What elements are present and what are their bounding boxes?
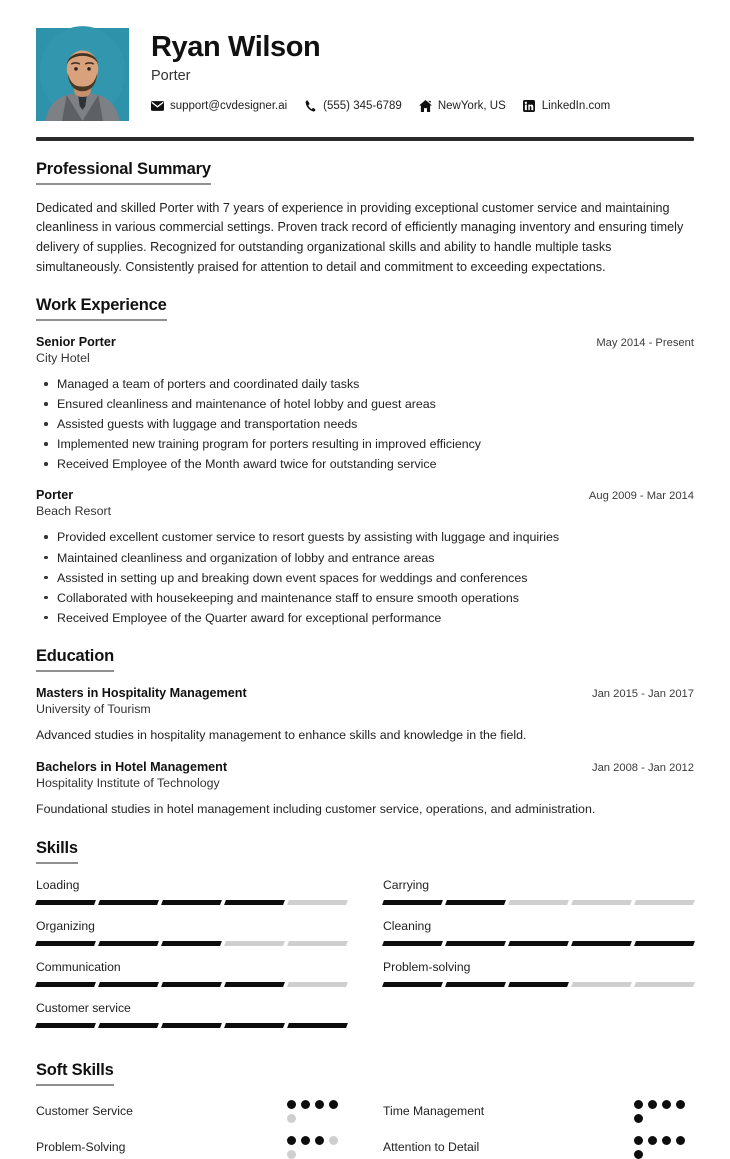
work-bullet: Assisted in setting up and breaking down event spaces for weddings and conferences [57, 568, 694, 588]
phone-icon [304, 100, 317, 113]
rating-dot [301, 1136, 310, 1145]
work-date: Aug 2009 - Mar 2014 [588, 490, 694, 503]
section-title-soft-skills: Soft Skills [36, 1061, 114, 1086]
skill-segment [224, 1023, 285, 1028]
skill-level-bar [383, 941, 694, 946]
rating-dot [287, 1150, 296, 1159]
rating-dot [634, 1100, 643, 1109]
soft-skill-rating [634, 1136, 694, 1159]
skill-segment [634, 900, 695, 905]
skill-item [36, 878, 347, 919]
skill-segment [35, 941, 96, 946]
education-description: Foundational studies in hotel management including customer service, operations, and administration. [36, 801, 596, 816]
skill-segment [508, 941, 569, 946]
rating-dot [329, 1136, 338, 1145]
rating-dot [634, 1150, 643, 1159]
rating-dot [287, 1114, 296, 1123]
skill-label: Problem-solving [383, 959, 471, 974]
rating-dot [648, 1136, 657, 1145]
skills-grid [36, 878, 694, 1042]
work-organization: City Hotel [36, 351, 90, 365]
skill-segment [98, 900, 159, 905]
skill-level-bar [36, 941, 347, 946]
skill-segment [287, 982, 348, 987]
skill-segment [287, 900, 348, 905]
soft-skill-item [36, 1100, 347, 1123]
skill-segment [98, 1023, 159, 1028]
work-organization: Beach Resort [36, 504, 112, 519]
skill-segment [445, 982, 506, 987]
work-bullet: Collaborated with housekeeping and maintenance staff to ensure smooth operations [57, 588, 694, 608]
skill-segment [382, 941, 443, 946]
work-bullet: Managed a team of porters and coordinated daily tasks [57, 374, 694, 394]
resume-header [36, 22, 694, 121]
work-bullet: Ensured cleanliness and maintenance of hotel lobby and guest areas [57, 394, 694, 414]
skill-segment [634, 982, 695, 987]
section-soft-skills [36, 1061, 694, 1159]
work-bullet: Received Employee of the Month award twice for outstanding service [57, 454, 694, 474]
skill-item [383, 878, 694, 919]
education-institution: University of Tourism [36, 701, 151, 716]
summary-text: Dedicated and skilled Porter with 7 years of experience in providing exceptional customer service and maintaining cleanliness in various commercial settings. Proven track record of efficiently managing inventory and ensuring timely delivery of supplies. Recognized for outstanding organizational skills and ability to handle multiple tasks simultaneously. Consistently praised for attention to detail and commitment to exceeding expectations. [36, 200, 684, 274]
work-bullets [36, 527, 694, 627]
skill-segment [224, 982, 285, 987]
work-bullets [36, 374, 694, 474]
contact-email-text: support@cvdesigner.ai [170, 100, 288, 113]
rating-dot [287, 1136, 296, 1145]
skill-segment [287, 1023, 348, 1028]
education-entry [36, 760, 694, 820]
rating-dot [315, 1100, 324, 1109]
skill-segment [161, 1023, 222, 1028]
rating-dot [662, 1100, 671, 1109]
work-date: May 2014 - Present [596, 337, 694, 349]
job-title: Porter [151, 68, 191, 85]
rating-dot [676, 1100, 685, 1109]
contact-phone-text: (555) 345-6789 [323, 100, 402, 113]
work-role: Porter [36, 488, 74, 503]
rating-dot [634, 1136, 643, 1145]
skill-level-bar [36, 900, 347, 905]
soft-skill-rating [634, 1100, 694, 1123]
soft-skill-label: Time Management [383, 1104, 485, 1119]
work-entry [36, 335, 694, 474]
rating-dot [634, 1114, 643, 1123]
soft-skill-item [383, 1136, 694, 1159]
skill-label: Organizing [36, 918, 95, 933]
header-divider [36, 137, 694, 141]
work-bullet: Assisted guests with luggage and transportation needs [57, 414, 694, 434]
education-degree: Bachelors in Hotel Management [36, 759, 228, 774]
linkedin-icon [523, 100, 536, 113]
avatar-photo [36, 28, 129, 121]
header-text-block [129, 26, 694, 113]
skill-segment [161, 982, 222, 987]
rating-dot [315, 1136, 324, 1145]
contact-location-text: NewYork, US [437, 100, 506, 113]
rating-dot [287, 1100, 296, 1109]
education-institution: Hospitality Institute of Technology [36, 775, 220, 790]
page-title: Ryan Wilson [151, 31, 321, 63]
skill-segment [571, 982, 632, 987]
skill-label: Cleaning [383, 918, 432, 933]
skill-segment [508, 982, 569, 987]
avatar [36, 28, 129, 121]
contact-linkedin[interactable] [523, 100, 610, 113]
rating-dot [676, 1136, 685, 1145]
section-work-experience [36, 296, 694, 628]
skill-item [36, 919, 347, 960]
skill-item [36, 960, 347, 1001]
section-title-work-experience: Work Experience [36, 296, 167, 321]
skill-segment [98, 982, 159, 987]
work-bullet: Maintained cleanliness and organization of lobby and entrance areas [57, 548, 694, 568]
skill-segment [445, 900, 506, 905]
section-title-skills: Skills [36, 839, 78, 864]
skill-segment [98, 941, 159, 946]
skill-label: Loading [36, 877, 80, 892]
education-degree: Masters in Hospitality Management [36, 685, 247, 700]
skill-segment [287, 941, 348, 946]
rating-dot [662, 1136, 671, 1145]
soft-skill-rating [287, 1136, 347, 1159]
skill-segment [382, 982, 443, 987]
education-date: Jan 2008 - Jan 2012 [591, 761, 694, 774]
skill-segment [634, 941, 695, 946]
soft-skill-item [36, 1136, 347, 1159]
skill-level-bar [383, 982, 694, 987]
skill-level-bar [36, 982, 347, 987]
rating-dot [301, 1100, 310, 1109]
skill-segment [161, 900, 222, 905]
skill-segment [445, 941, 506, 946]
soft-skill-rating [287, 1100, 347, 1123]
rating-dot [648, 1100, 657, 1109]
education-entry [36, 686, 694, 746]
section-education [36, 647, 694, 820]
soft-skill-label: Problem-Solving [36, 1140, 126, 1155]
contact-phone[interactable] [304, 100, 402, 113]
contact-email[interactable] [151, 100, 287, 113]
home-icon [419, 100, 432, 113]
section-title-education: Education [36, 647, 114, 672]
skill-segment [161, 941, 222, 946]
skill-segment [35, 900, 96, 905]
skill-segment [35, 1023, 96, 1028]
work-bullet: Received Employee of the Quarter award for exceptional performance [57, 608, 694, 628]
soft-skill-label: Customer Service [36, 1104, 133, 1119]
skill-level-bar [36, 1023, 347, 1028]
work-bullet: Implemented new training program for porters resulting in improved efficiency [57, 434, 694, 454]
section-professional-summary [36, 160, 694, 277]
skill-segment [571, 941, 632, 946]
work-role: Senior Porter [36, 335, 116, 349]
rating-dot [329, 1100, 338, 1109]
section-title-summary: Professional Summary [36, 160, 211, 185]
soft-skills-grid [36, 1100, 694, 1159]
education-description: Advanced studies in hospitality management to enhance skills and knowledge in the field. [36, 727, 527, 742]
envelope-icon [151, 100, 164, 113]
contact-row [151, 100, 694, 113]
section-skills [36, 839, 694, 1042]
skill-item [383, 960, 694, 1001]
skill-segment [224, 900, 285, 905]
skill-segment [382, 900, 443, 905]
skill-segment [571, 900, 632, 905]
contact-linkedin-text: LinkedIn.com [541, 100, 611, 113]
soft-skill-label: Attention to Detail [383, 1140, 480, 1155]
skill-label: Carrying [383, 877, 430, 892]
skill-level-bar [383, 900, 694, 905]
skill-item [36, 1001, 347, 1042]
work-entry [36, 488, 694, 627]
education-date: Jan 2015 - Jan 2017 [591, 687, 694, 700]
skill-item [383, 919, 694, 960]
contact-location [419, 100, 506, 113]
soft-skill-item [383, 1100, 694, 1123]
work-bullet: Provided excellent customer service to resort guests by assisting with luggage and inquiries [57, 527, 694, 547]
skill-segment [224, 941, 285, 946]
skill-segment [508, 900, 569, 905]
skill-segment [35, 982, 96, 987]
skill-label: Communication [36, 959, 121, 974]
skill-label: Customer service [36, 1000, 131, 1015]
